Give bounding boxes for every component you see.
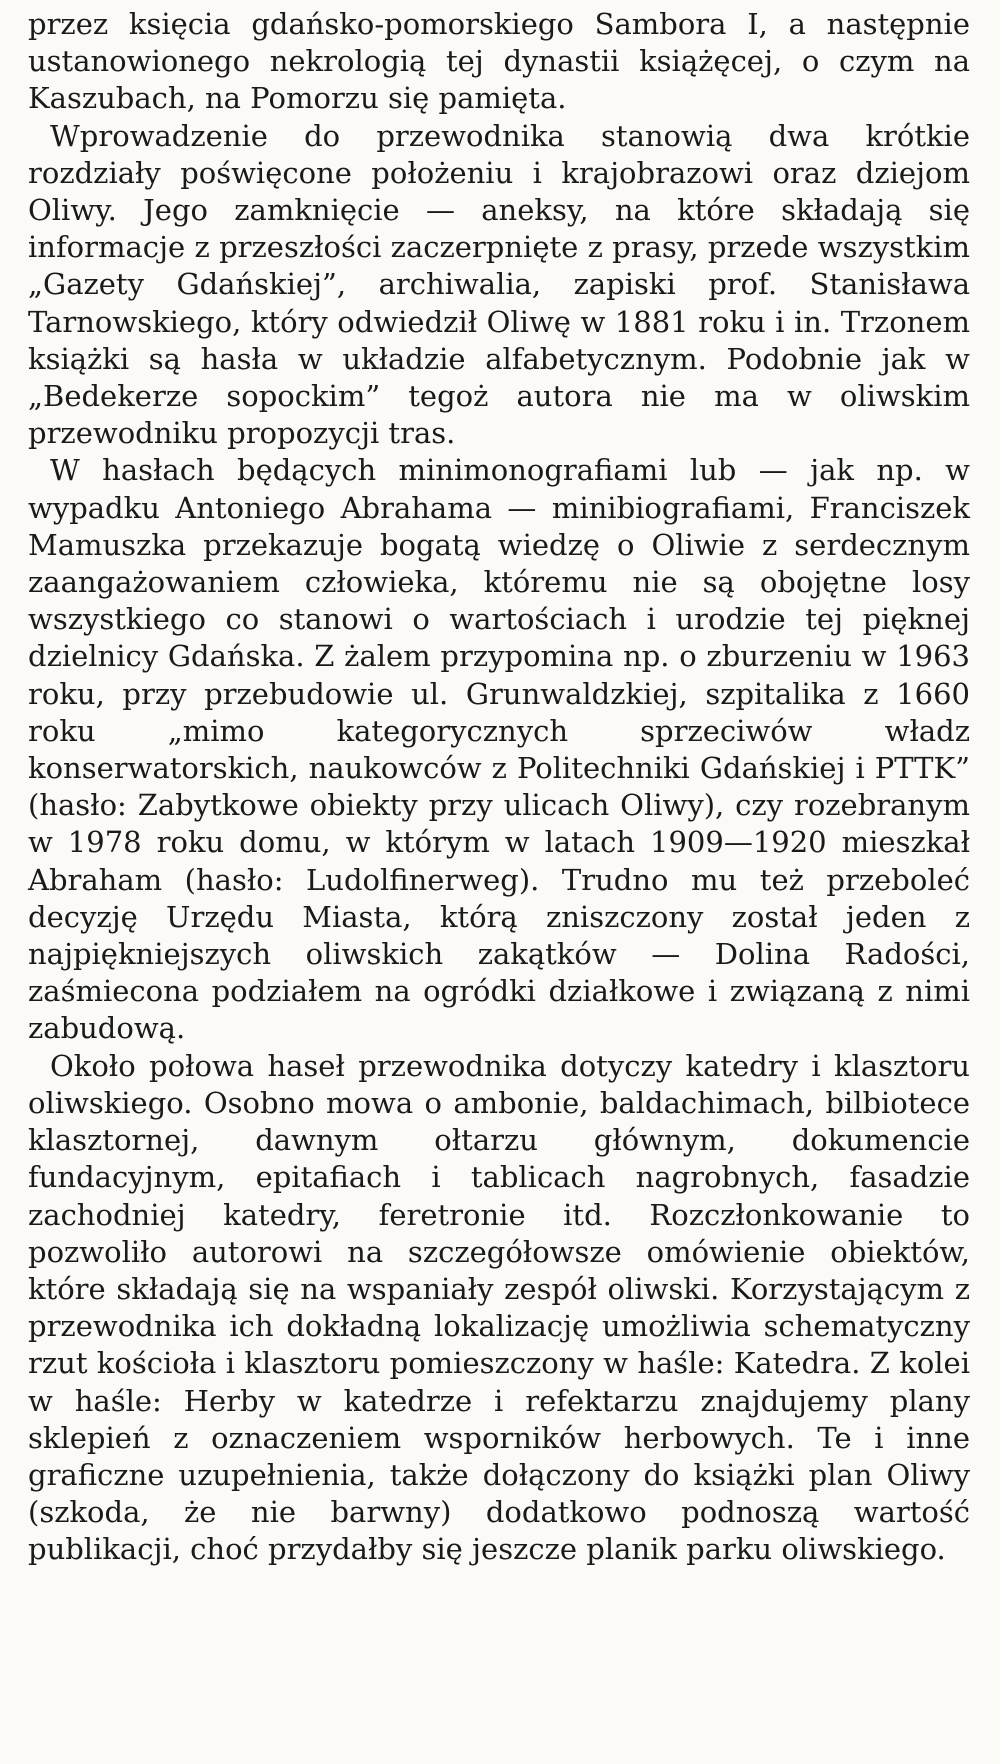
paragraph-continuation: przez księcia gdańsko-pomorskiego Sambora I, a następnie ustanowionego nekrologią tej dynastii książęcej, o czym na Kaszubach, na Pomorzu się pamięta. (28, 7, 970, 116)
paragraph-introduction: Wprowadzenie do przewodnika stanowią dwa krótkie rozdziały poświęcone położeniu i krajobrazowi oraz dziejom Oliwy. Jego zamknięcie — aneksy, na które składają się informacje z przeszłości zaczerpnięte z prasy, przede wszystkim „Gazety Gdańskiej”, archiwalia, zapiski prof. Stanisława Tarnowskiego, który odwiedził Oliwę w 1881 roku i in. Trzonem książki są hasła w układzie alfabetycznym. Podobnie jak w „Bedekerze sopockim” tegoż autora nie ma w oliwskim przewodniku propozycji tras. (28, 118, 970, 451)
paragraph-cathedral: Około połowa haseł przewodnika dotyczy katedry i klasztoru oliwskiego. Osobno mowa o ambonie, baldachimach, bilbiotece klasztornej, dawnym ołtarzu głównym, dokumencie fundacyjnym, epitafiach i tablicach nagrobnych, fasadzie zachodniej katedry, feretronie itd. Rozczłonkowanie to pozwoliło autorowi na szczegółowsze omówienie obiektów, które składają się na wspaniały zespół oliwski. Korzystającym z przewodnika ich dokładną lokalizację umożliwia schematyczny rzut kościoła i klasztoru pomieszczony w haśle: Katedra. Z kolei w haśle: Herby w katedrze i refektarzu znajdujemy plany sklepień z oznaczeniem wsporników herbowych. Te i inne graficzne uzupełnienia, także dołączony do książki plan Oliwy (szkoda, że nie barwny) dodatkowo podnoszą wartość publikacji, choć przydałby się jeszcze planik parku oliwskiego. (28, 1048, 970, 1567)
article-body (28, 6, 970, 1569)
paragraph-entries: W hasłach będących minimonografiami lub — jak np. w wypadku Antoniego Abrahama — minibiografiami, Franciszek Mamuszka przekazuje bogatą wiedzę o Oliwie z serdecznym zaangażowaniem człowieka, któremu nie są obojętne losy wszystkiego co stanowi o wartościach i urodzie tej pięknej dzielnicy Gdańska. Z żalem przypomina np. o zburzeniu w 1963 roku, przy przebudowie ul. Grunwaldzkiej, szpitalika z 1660 roku „mimo kategorycznych sprzeciwów władz konserwatorskich, naukowców z Politechniki Gdańskiej i PTTK” (hasło: Zabytkowe obiekty przy ulicach Oliwy), czy rozebranym w 1978 roku domu, w którym w latach 1909—1920 mieszkał Abraham (hasło: Ludolfinerweg). Trudno mu też przeboleć decyzję Urzędu Miasta, którą zniszczony został jeden z najpiękniejszych oliwskich zakątków — Dolina Radości, zaśmiecona podziałem na ogródki działkowe i związaną z nimi zabudową. (28, 453, 970, 1046)
